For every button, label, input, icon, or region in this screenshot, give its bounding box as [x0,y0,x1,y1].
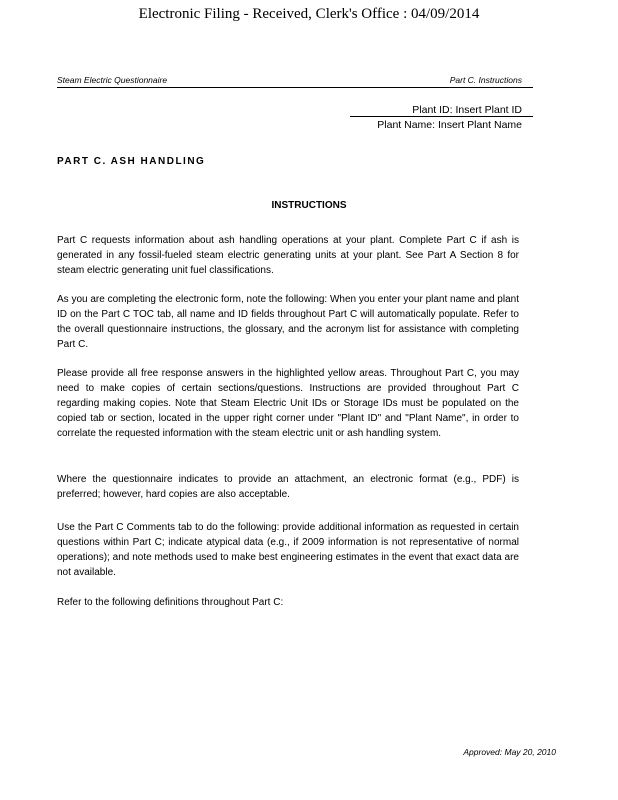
filing-stamp: Electronic Filing - Received, Clerk's Office : 04/09/2014 [138,6,480,22]
header-rule [57,87,533,88]
plant-id-line: Plant ID: Insert Plant ID [412,104,522,116]
plant-name-line: Plant Name: Insert Plant Name [377,119,522,131]
instructions-paragraph: Refer to the following definitions throughout Part C: [57,597,284,608]
approval-date: Approved: May 20, 2010 [463,747,556,757]
section-title: PART C. ASH HANDLING [57,156,206,167]
instructions-paragraph: Please provide all free response answers in the highlighted yellow areas. Throughout Part C, you may need to make copies of certain sections/questions. Instructions are provided throughout Part C regarding making copies. Note that Steam Electric Unit IDs or Storage IDs must be populated on the copied tab or section, located in the upper right corner under "Plant ID" and "Plant Name", in order to correlate the requested information with the steam electric unit or ash handling system. [57,368,519,439]
header-questionnaire-title: Steam Electric Questionnaire [57,75,168,85]
header-section-label: Part C. Instructions [449,75,522,85]
instructions-heading: INSTRUCTIONS [271,200,347,211]
instructions-paragraph: Where the questionnaire indicates to provide an attachment, an electronic format (e.g., PDF) is preferred; however, hard copies are also acceptable. [57,474,519,500]
plant-id-rule [350,116,533,117]
instructions-paragraph: Use the Part C Comments tab to do the following: provide additional information as requested in certain questions within Part C; indicate atypical data (e.g., if 2009 information is not representative of normal operations); and note methods used to make best engineering estimates in the event that exact data are not available. [57,522,519,578]
instructions-paragraph: As you are completing the electronic form, note the following: When you enter your plant name and plant ID on the Part C TOC tab, all name and ID fields throughout Part C will automatically populate. Refer to the overall questionnaire instructions, the glossary, and the acronym list for assistance with completing Part C. [57,294,519,350]
instructions-paragraph: Part C requests information about ash handling operations at your plant. Complete Part C if ash is generated in any fossil-fueled steam electric generating units at your plant. See Part A Section 8 for steam electric generating unit fuel classifications. [57,235,519,276]
